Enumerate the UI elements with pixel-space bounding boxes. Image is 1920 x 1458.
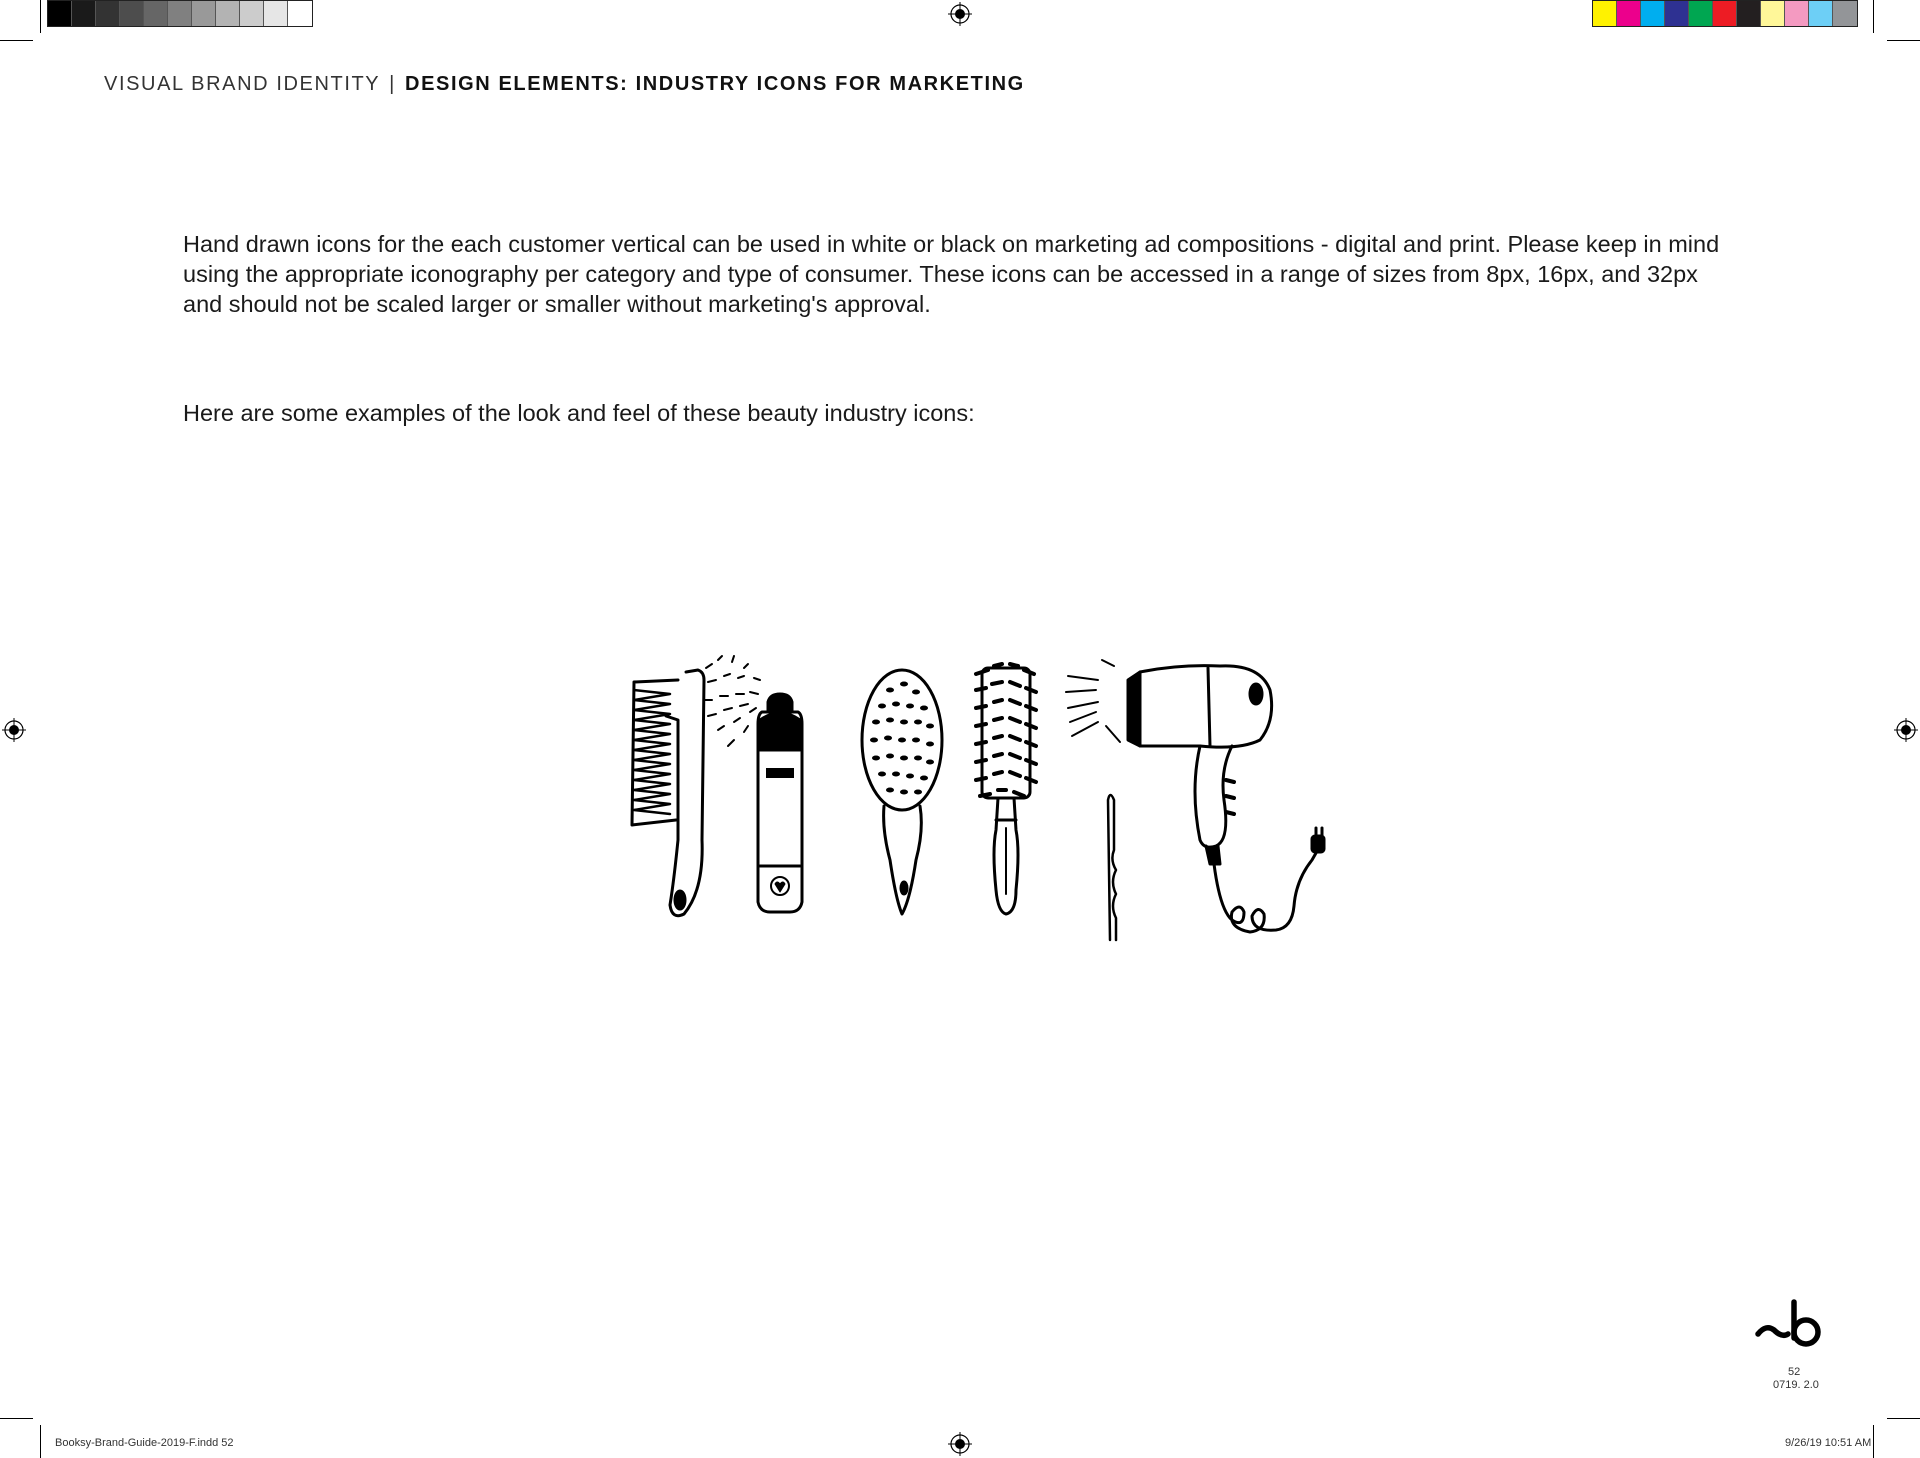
booksy-logo-icon bbox=[1752, 1298, 1824, 1354]
color-swatch bbox=[192, 1, 216, 26]
spray-mist-icon bbox=[704, 656, 760, 746]
spray-can-icon bbox=[704, 656, 802, 912]
examples-paragraph: Here are some examples of the look and feel of these beauty industry icons: bbox=[183, 400, 975, 426]
color-swatch bbox=[120, 1, 144, 26]
bobby-pin-icon bbox=[1108, 795, 1116, 940]
page-header bbox=[104, 73, 1025, 96]
color-swatch bbox=[1641, 1, 1665, 26]
color-swatch bbox=[1689, 1, 1713, 26]
crop-mark bbox=[1873, 0, 1874, 33]
crop-mark bbox=[1887, 1418, 1920, 1419]
color-swatch bbox=[1593, 1, 1617, 26]
color-swatch bbox=[48, 1, 72, 26]
hair-dryer-icon bbox=[1066, 660, 1324, 932]
crop-mark bbox=[40, 0, 41, 33]
color-swatch bbox=[168, 1, 192, 26]
section-label: VISUAL BRAND IDENTITY bbox=[104, 73, 380, 95]
registration-mark-icon bbox=[2, 718, 26, 742]
color-swatch bbox=[144, 1, 168, 26]
page-number: 52 bbox=[1788, 1366, 1801, 1378]
crop-mark bbox=[0, 40, 33, 41]
color-swatch bbox=[1737, 1, 1761, 26]
registration-mark-icon bbox=[948, 1432, 972, 1456]
timestamp-slug: 9/26/19 10:51 AM bbox=[1785, 1437, 1872, 1449]
crop-mark bbox=[40, 1425, 41, 1458]
color-swatch bbox=[96, 1, 120, 26]
version-label: 0719. 2.0 bbox=[1773, 1379, 1819, 1391]
registration-mark-icon bbox=[1894, 718, 1918, 742]
color-swatch bbox=[1761, 1, 1785, 26]
color-swatch bbox=[216, 1, 240, 26]
file-slug: Booksy-Brand-Guide-2019-F.indd 52 bbox=[55, 1437, 234, 1449]
crop-mark bbox=[1873, 1425, 1874, 1458]
color-swatch bbox=[1665, 1, 1689, 26]
color-swatch bbox=[1713, 1, 1737, 26]
crop-mark bbox=[1887, 40, 1920, 41]
color-swatch bbox=[240, 1, 264, 26]
process-color-bar bbox=[1592, 0, 1858, 27]
intro-paragraph: Hand drawn icons for the each customer vertical can be used in white or black on marketing ad compositions - digital and print. Please keep in mind using the appropriate iconography per category and type of consumer. These icons can be accessed in a range of sizes from 8px, 16px, and 32px and should not be scaled larger or smaller without marketing's approval. bbox=[183, 231, 1720, 317]
header-separator: | bbox=[389, 73, 396, 95]
round-brush-icon bbox=[976, 664, 1036, 914]
color-swatch bbox=[288, 1, 312, 26]
registration-mark-icon bbox=[948, 2, 972, 26]
page-title: DESIGN ELEMENTS: INDUSTRY ICONS FOR MARKETING bbox=[405, 73, 1025, 95]
paddle-brush-icon bbox=[862, 670, 942, 914]
comb-icon bbox=[632, 670, 704, 916]
color-swatch bbox=[72, 1, 96, 26]
color-swatch bbox=[1833, 1, 1857, 26]
color-swatch bbox=[1809, 1, 1833, 26]
color-swatch bbox=[264, 1, 288, 26]
grayscale-color-bar bbox=[47, 0, 313, 27]
color-swatch bbox=[1785, 1, 1809, 26]
crop-mark bbox=[0, 1418, 33, 1419]
beauty-icons-illustration bbox=[620, 650, 1340, 960]
color-swatch bbox=[1617, 1, 1641, 26]
